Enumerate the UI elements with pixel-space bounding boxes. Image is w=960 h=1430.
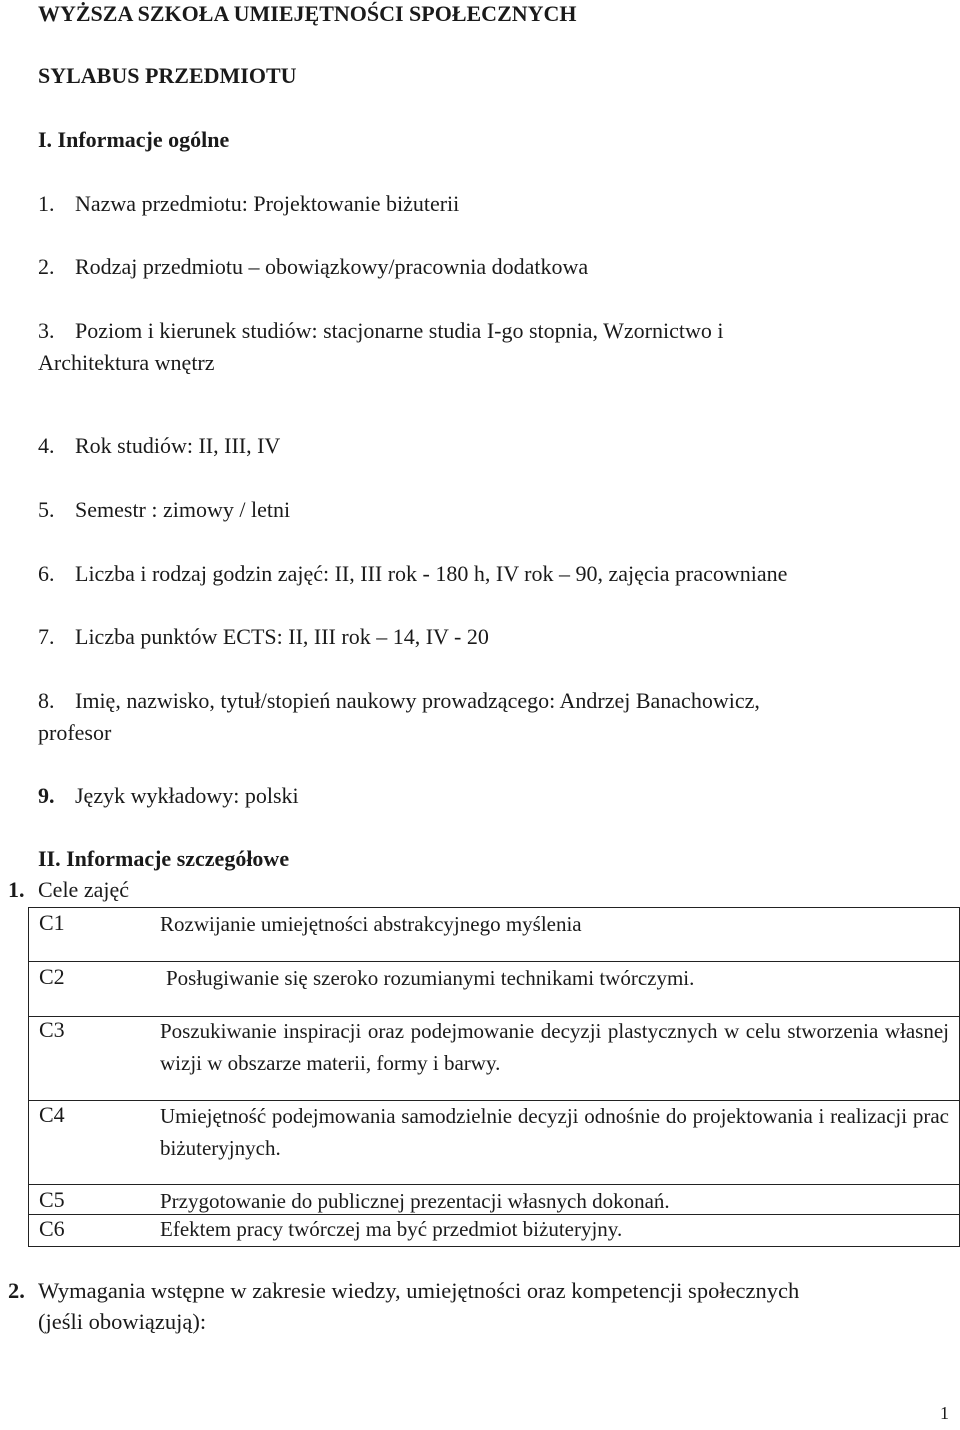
goal-text: Przygotowanie do publicznej prezentacji własnych dokonań. <box>160 1189 670 1213</box>
goals-table <box>28 907 960 1247</box>
document-title: SYLABUS PRZEDMIOTU <box>38 63 297 88</box>
item-number: 1. <box>38 191 55 216</box>
info-item-subject-type <box>38 251 588 283</box>
goal-text: Posługiwanie się szeroko rozumianymi technikami twórczymi. <box>166 966 695 990</box>
info-item-hours <box>38 558 787 590</box>
item-text: Język wykładowy: polski <box>75 783 299 808</box>
goal-text: Rozwijanie umiejętności abstrakcyjnego myślenia <box>160 912 582 936</box>
goals-heading <box>8 874 129 906</box>
item-number: 2. <box>38 254 55 279</box>
goal-text: Efektem pracy twórczej ma być przedmiot biżuteryjny. <box>160 1217 623 1241</box>
goal-code: C5 <box>39 1187 65 1212</box>
info-item-semester <box>38 494 290 526</box>
item-number: 5. <box>38 497 55 522</box>
requirements-text-cont: (jeśli obowiązują): <box>38 1309 207 1334</box>
item-text: Liczba punktów ECTS: II, III rok – 14, IV - 20 <box>75 624 489 649</box>
item-number: 6. <box>38 561 55 586</box>
section-heading-detailed: II. Informacje szczegółowe <box>38 846 290 871</box>
requirements-text: Wymagania wstępne w zakresie wiedzy, umiejętności oraz kompetencji społecznych <box>38 1278 800 1303</box>
section-heading-general: I. Informacje ogólne <box>38 127 230 152</box>
goal-code: C6 <box>39 1216 65 1241</box>
requirements-heading <box>8 1275 799 1307</box>
info-item-lecturer-cont: profesor <box>38 720 112 745</box>
goal-text: Umiejętność podejmowania samodzielnie decyzji odnośnie do projektowania i realizacji prac biżuteryjnych. <box>160 1104 949 1160</box>
goals-title: Cele zajęć <box>38 877 129 902</box>
info-item-lecturer <box>38 685 760 717</box>
item-text: Semestr : zimowy / letni <box>75 497 291 522</box>
item-number: 8. <box>38 688 55 713</box>
info-item-study-year <box>38 430 280 462</box>
school-name: WYŻSZA SZKOŁA UMIEJĘTNOŚCI SPOŁECZNYCH <box>38 1 577 26</box>
info-item-language <box>38 780 299 812</box>
page-number: 1 <box>940 1403 949 1423</box>
goal-code: C1 <box>39 910 65 935</box>
goal-code: C3 <box>39 1017 65 1042</box>
info-item-subject-name <box>38 188 459 220</box>
info-item-study-level <box>38 315 723 347</box>
info-item-ects <box>38 621 489 653</box>
item-number: 9. <box>38 783 55 808</box>
item-text: Poziom i kierunek studiów: stacjonarne studia I-go stopnia, Wzornictwo i <box>75 318 724 343</box>
goal-code: C2 <box>39 964 65 989</box>
item-text: Rodzaj przedmiotu – obowiązkowy/pracownia dodatkowa <box>75 254 589 279</box>
item-number: 3. <box>38 318 55 343</box>
item-number: 4. <box>38 433 55 458</box>
goals-number: 1. <box>8 877 25 902</box>
item-text: Liczba i rodzaj godzin zajęć: II, III rok - 180 h, IV rok – 90, zajęcia pracowniane <box>75 561 788 586</box>
item-text: Imię, nazwisko, tytuł/stopień naukowy prowadzącego: Andrzej Banachowicz, <box>75 688 760 713</box>
item-number: 7. <box>38 624 55 649</box>
info-item-study-level-cont: Architektura wnętrz <box>38 350 215 375</box>
goal-text: Poszukiwanie inspiracji oraz podejmowanie decyzji plastycznych w celu stworzenia własnej wizji w obszarze materii, formy i barwy. <box>160 1019 949 1075</box>
item-text: Rok studiów: II, III, IV <box>75 433 281 458</box>
item-text: Nazwa przedmiotu: Projektowanie biżuterii <box>75 191 460 216</box>
requirements-number: 2. <box>8 1278 25 1303</box>
goal-code: C4 <box>39 1102 65 1127</box>
